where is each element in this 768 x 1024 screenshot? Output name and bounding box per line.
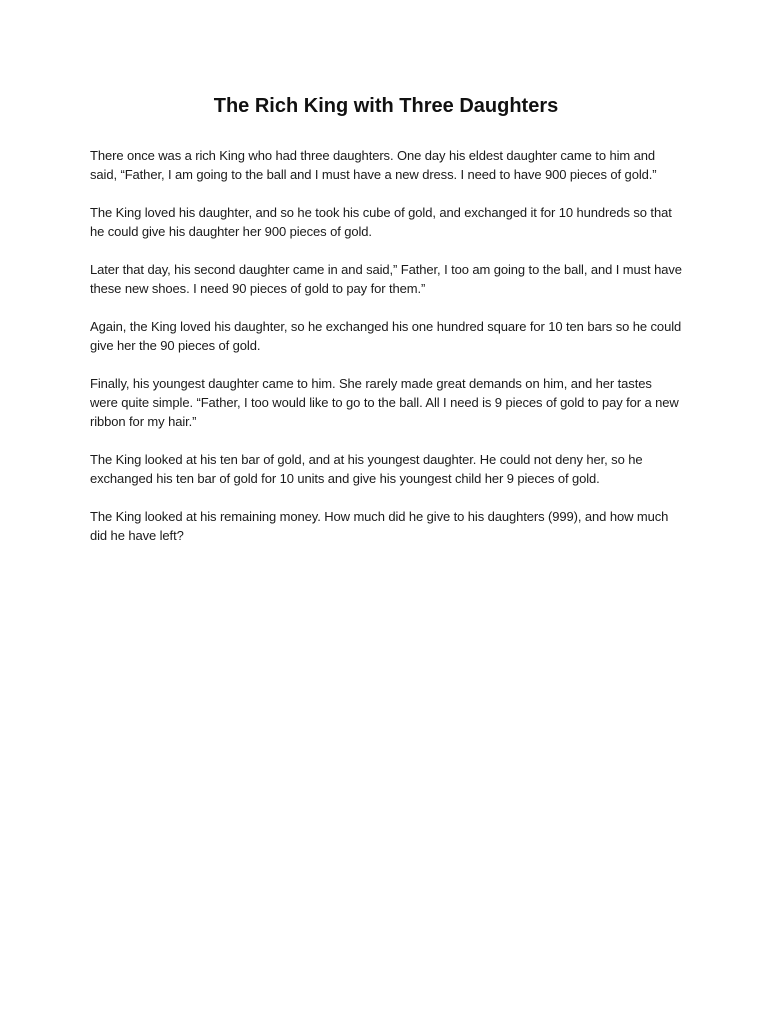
paragraph-3: Later that day, his second daughter came in and said,” Father, I too am going to the ball, and I must have these new shoes. I need 90 pieces of gold to pay for them.” <box>90 262 682 296</box>
document-title: The Rich King with Three Daughters <box>213 95 559 117</box>
paragraph-4: Again, the King loved his daughter, so he exchanged his one hundred square for 10 ten bars so he could give her the 90 pieces of gold. <box>90 319 682 353</box>
document-page <box>90 92 682 564</box>
paragraph-5: Finally, his youngest daughter came to him. She rarely made great demands on him, and her tastes were quite simple. “Father, I too would like to go to the ball. All I need is 9 pieces of gold to pay for a new ribbon for my hair.” <box>90 376 679 429</box>
paragraph-2: The King loved his daughter, and so he took his cube of gold, and exchanged it for 10 hundreds so that he could give his daughter her 900 pieces of gold. <box>90 205 672 239</box>
paragraph-1: There once was a rich King who had three daughters. One day his eldest daughter came to him and said, “Father, I am going to the ball and I must have a new dress. I need to have 900 pieces of gold.” <box>90 148 657 182</box>
paragraph-6: The King looked at his ten bar of gold, and at his youngest daughter. He could not deny her, so he exchanged his ten bar of gold for 10 units and give his youngest child her 9 pieces of gold. <box>90 452 643 486</box>
paragraph-7: The King looked at his remaining money. How much did he give to his daughters (999), and how much did he have left? <box>90 509 669 543</box>
